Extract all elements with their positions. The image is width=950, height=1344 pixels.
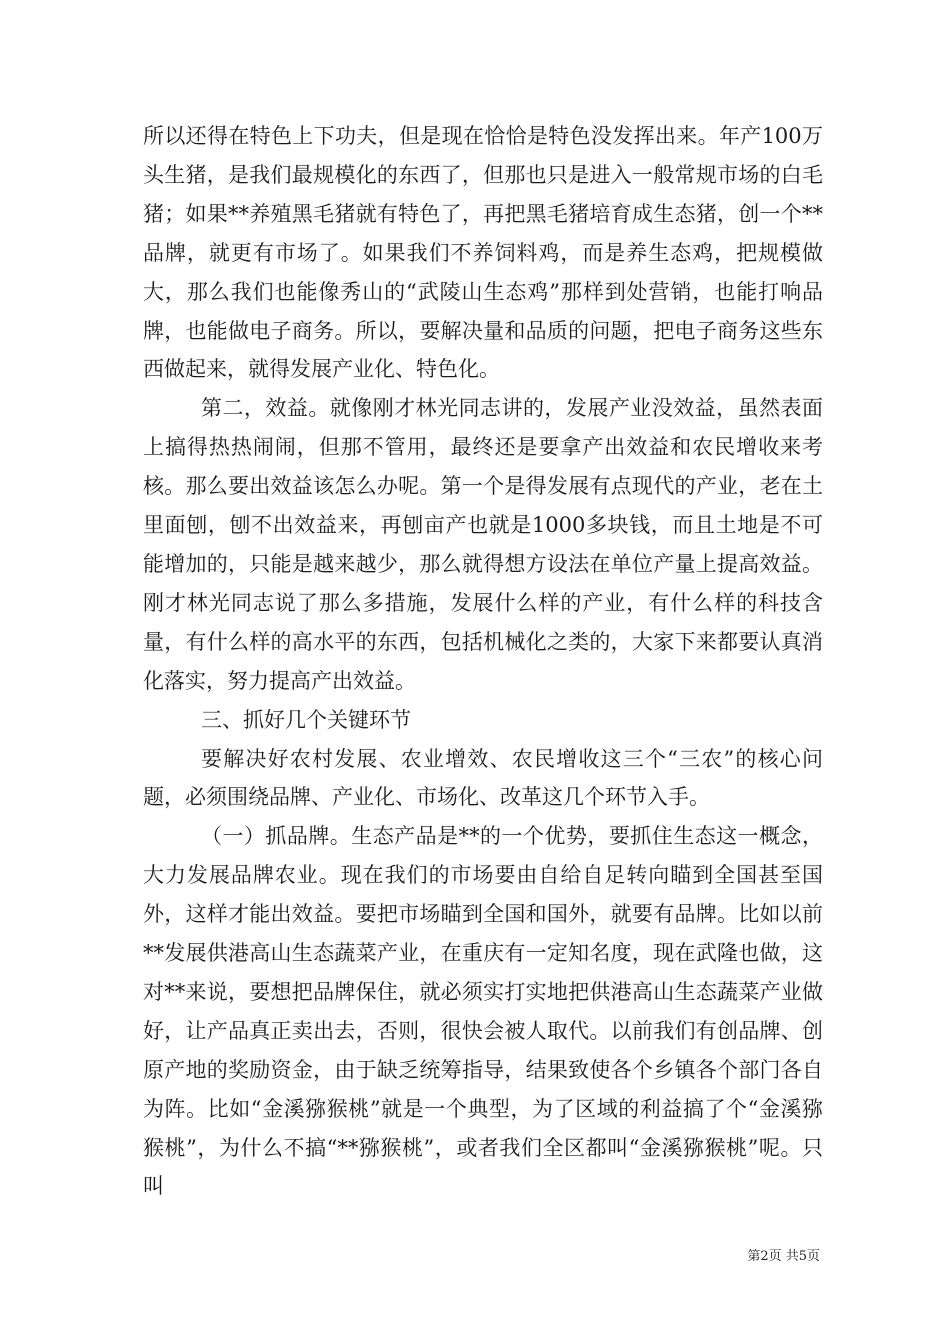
page-footer: 第2页 共5页 bbox=[747, 1249, 820, 1264]
paragraph-continuation: 所以还得在特色上下功夫，但是现在恰恰是特色没发挥出来。年产100万头生猪，是我们最规模化的东西了，但那也只是进入一般常规市场的白毛猪；如果**养殖黑毛猪就有特色了，再把黑毛猪培育成生态猪，创一个**品牌，就更有市场了。如果我们不养饲料鸡，而是养生态鸡，把规模做大，那么我们也能像秀山的“武陵山生态鸡”那样到处营销，也能打响品牌，也能做电子商务。所以，要解决量和品质的问题，把电子商务这些东西做起来，就得发展产业化、特色化。 bbox=[143, 124, 823, 382]
section-heading: 三、抓好几个关键环节 bbox=[201, 707, 411, 732]
paragraph-core-issues: 要解决好农村发展、农业增效、农民增收这三个“三农”的核心问题，必须围绕品牌、产业化、市场化、改革这几个环节入手。 bbox=[143, 746, 823, 810]
paragraph-brand: （一）抓品牌。生态产品是**的一个优势，要抓住生态这一概念，大力发展品牌农业。现在我们的市场要由自给自足转向瞄到全国甚至国外，这样才能出效益。要把市场瞄到全国和国外，就要有品牌。比如以前**发展供港高山生态蔬菜产业，在重庆有一定知名度，现在武隆也做，这对**来说，要想把品牌保住，就必须实打实地把供港高山生态蔬菜产业做好，让产品真正卖出去，否则，很快会被人取代。以前我们有创品牌、创原产地的奖励资金，由于缺乏统筹指导，结果致使各个乡镇各个部门各自为阵。比如“金溪猕猴桃”就是一个典型，为了区域的利益搞了个“金溪猕猴桃”，为什么不搞“**猕猴桃”，或者我们全区都叫“金溪猕猴桃”呢。只叫 bbox=[143, 824, 823, 1199]
paragraph-efficiency: 第二，效益。就像刚才林光同志讲的，发展产业没效益，虽然表面上搞得热热闹闹，但那不管用，最终还是要拿产出效益和农民增收来考核。那么要出效益该怎么办呢。第一个是得发展有点现代的产业，老在土里面刨，刨不出效益来，再刨亩产也就是1000多块钱，而且土地是不可能增加的，只能是越来越少，那么就得想方设法在单位产量上提高效益。刚才林光同志说了那么多措施，发展什么样的产业，有什么样的科技含量，有什么样的高水平的东西，包括机械化之类的，大家下来都要认真消化落实，努力提高产出效益。 bbox=[143, 396, 823, 693]
body-text bbox=[143, 117, 823, 1206]
